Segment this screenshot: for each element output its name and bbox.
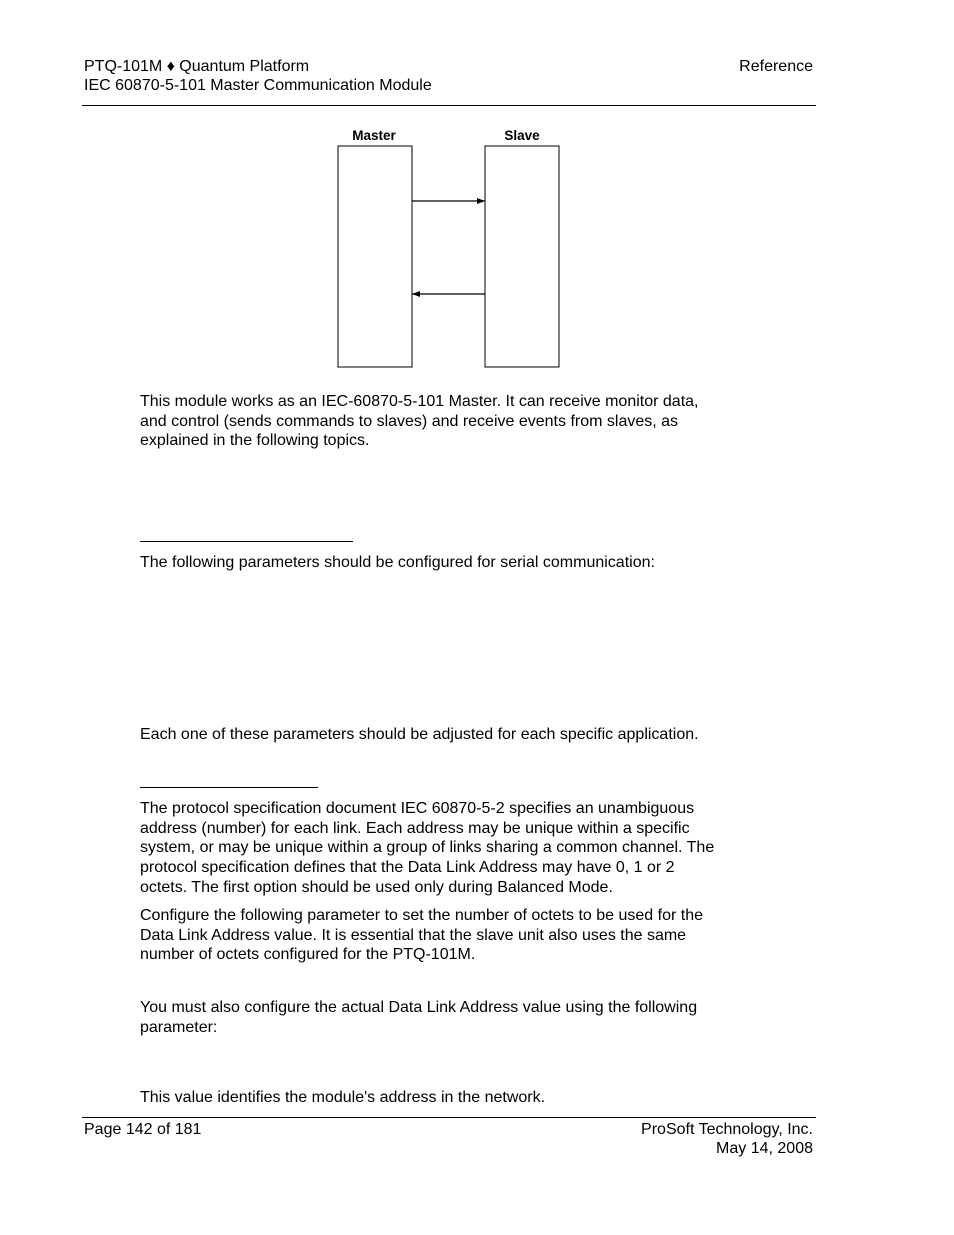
master-label: Master <box>352 128 396 143</box>
footer-company: ProSoft Technology, Inc. <box>641 1121 813 1138</box>
header-title-line1: PTQ-101M ♦ Quantum Platform <box>84 58 310 75</box>
closing-paragraph: This value identifies the module's address in the network. <box>140 1089 546 1106</box>
address-line: octets. The first option should be used only during Balanced Mode. <box>140 878 613 896</box>
address-line: protocol specification defines that the Data Link Address may have 0, 1 or 2 <box>140 859 675 877</box>
section-divider-serial <box>140 541 353 542</box>
intro-line: explained in the following topics. <box>140 432 370 450</box>
address-line: The protocol specification document IEC 60870-5-2 specifies an unambiguous <box>140 800 695 817</box>
slave-label: Slave <box>504 128 540 143</box>
intro-line: This module works as an IEC-60870-5-101 Master. It can receive monitor data, <box>140 393 699 410</box>
section-divider-address <box>140 787 318 788</box>
octets-line: Configure the following parameter to set the number of octets to be used for the <box>140 907 703 924</box>
header-section: Reference <box>739 58 813 75</box>
address-line: system, or may be unique within a group of links sharing a common channel. The <box>140 839 715 857</box>
address-paragraph <box>140 799 714 898</box>
master-slave-diagram <box>300 120 580 375</box>
address-line: address (number) for each link. Each address may be unique within a specific <box>140 819 690 837</box>
intro-line: and control (sends commands to slaves) and receive events from slaves, as <box>140 412 679 430</box>
header-title-line2: IEC 60870-5-101 Master Communication Module <box>84 77 432 94</box>
octets-line: Data Link Address value. It is essential that the slave unit also uses the same <box>140 926 687 944</box>
octets-paragraph <box>140 906 703 965</box>
value-line: parameter: <box>140 1018 218 1036</box>
header-divider <box>82 105 816 106</box>
footer-divider <box>82 1117 816 1118</box>
intro-paragraph <box>140 392 698 451</box>
slave-box <box>485 146 559 367</box>
value-paragraph <box>140 998 697 1037</box>
octets-line: number of octets configured for the PTQ-101M. <box>140 946 476 964</box>
footer-date: May 14, 2008 <box>716 1140 813 1157</box>
page-number: Page 142 of 181 <box>84 1121 202 1138</box>
master-box <box>338 146 412 367</box>
serial-note: Each one of these parameters should be adjusted for each specific application. <box>140 726 699 743</box>
value-line: You must also configure the actual Data Link Address value using the following <box>140 999 698 1016</box>
serial-intro: The following parameters should be configured for serial communication: <box>140 554 655 571</box>
